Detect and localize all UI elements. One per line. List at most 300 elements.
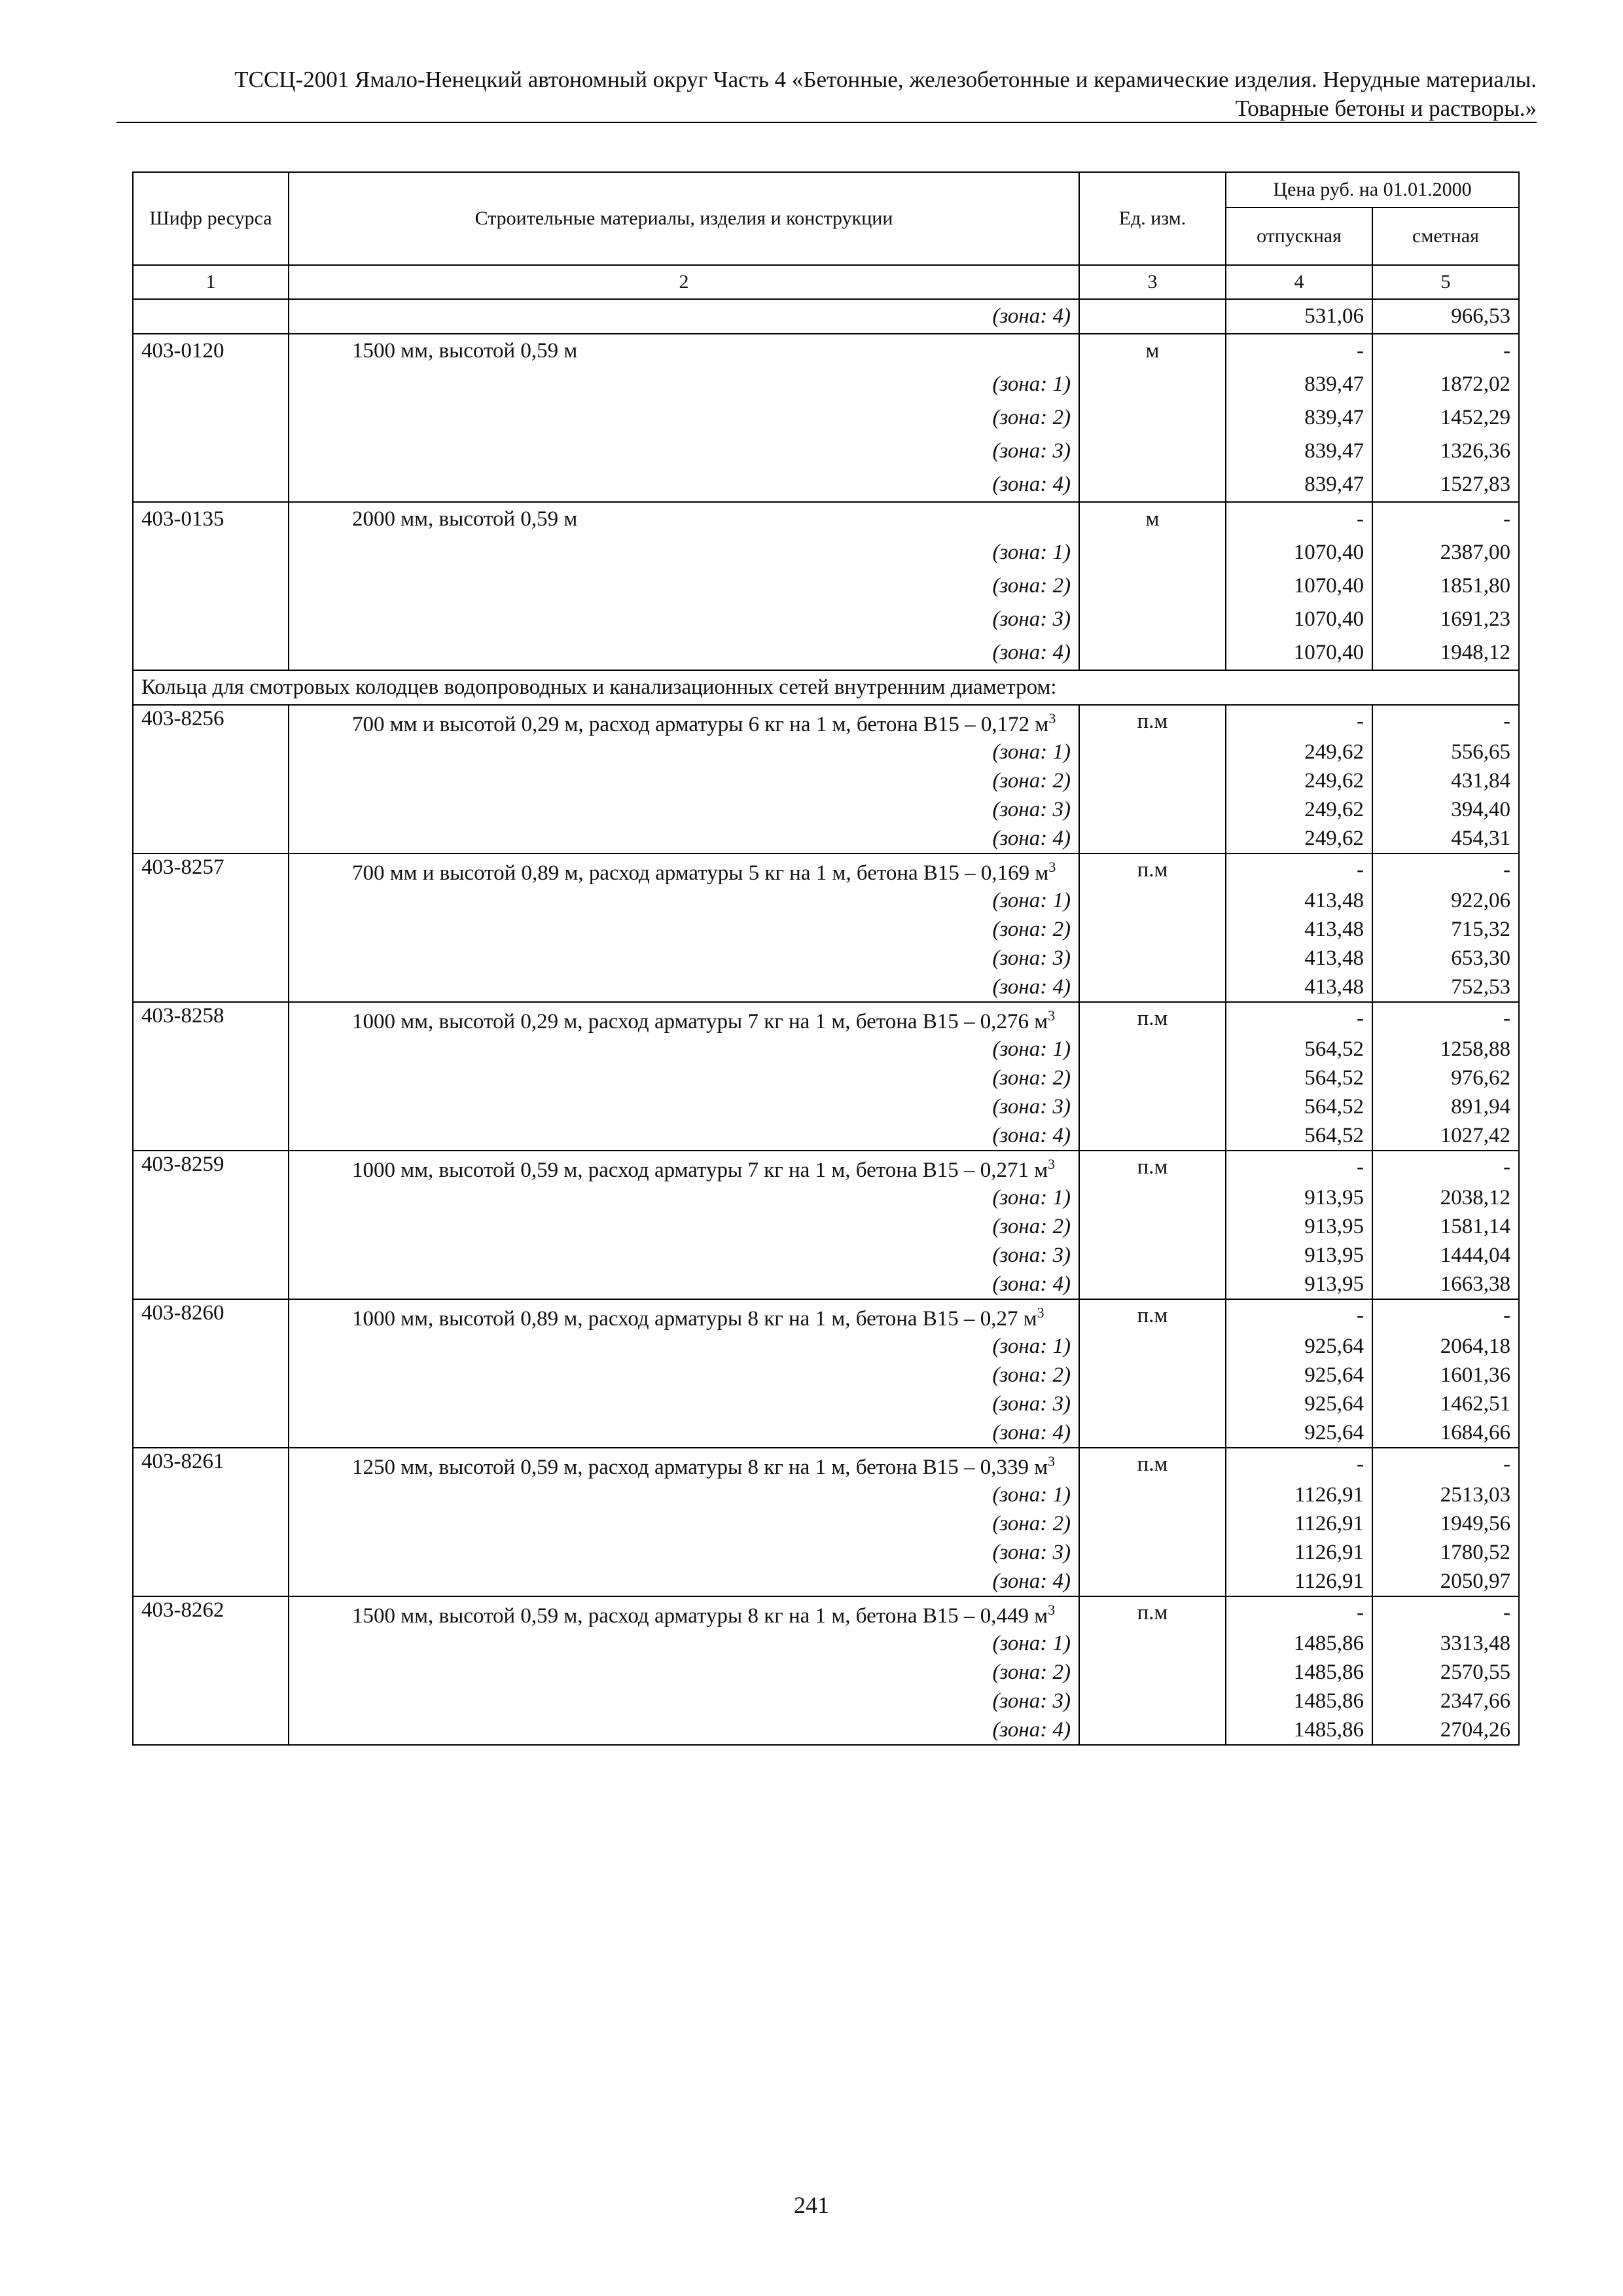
zone-label: (зона: 2)	[289, 915, 1079, 944]
zone-row	[133, 1212, 1519, 1241]
row-unit-cell	[1079, 1567, 1226, 1596]
table-row	[133, 299, 1519, 334]
zone-label: (зона: 2)	[289, 1658, 1079, 1687]
col-number-3: 3	[1079, 265, 1226, 299]
item-description-text: 1000 мм, высотой 0,29 м, расход арматуры 7 кг на 1 м, бетона В15 – 0,276 м	[352, 1010, 1048, 1033]
zone-row	[133, 738, 1519, 766]
unit-superscript: 3	[1048, 1602, 1056, 1618]
estimate-price: 1027,42	[1372, 1121, 1519, 1151]
release-price: 249,62	[1226, 824, 1372, 853]
zone-label: (зона: 4)	[289, 824, 1079, 853]
release-price: 564,52	[1226, 1121, 1372, 1151]
row-unit-cell	[1079, 886, 1226, 915]
release-price: -	[1226, 334, 1372, 368]
item-description	[289, 334, 1079, 368]
resource-code: 403-8259	[133, 1151, 289, 1183]
estimate-price: 556,65	[1372, 738, 1519, 766]
table-row	[133, 334, 1519, 368]
zone-label: (зона: 1)	[289, 536, 1079, 569]
table-row	[133, 705, 1519, 738]
row-code-cell	[133, 1035, 289, 1064]
estimate-price: -	[1372, 1596, 1519, 1629]
col-header-unit: Ед. изм.	[1079, 172, 1226, 265]
release-price: 1070,40	[1226, 636, 1372, 670]
zone-row	[133, 795, 1519, 824]
zone-label: (зона: 1)	[289, 1183, 1079, 1212]
unit-of-measure: п.м	[1079, 1151, 1226, 1183]
row-code-cell	[133, 1715, 289, 1745]
table-row	[133, 1596, 1519, 1629]
estimate-price: 1527,83	[1372, 468, 1519, 502]
col-header-release: отпускная	[1226, 207, 1372, 265]
row-code-cell	[133, 468, 289, 502]
zone-label: (зона: 1)	[289, 738, 1079, 766]
unit-of-measure: п.м	[1079, 1596, 1226, 1629]
price-table	[132, 171, 1520, 1746]
release-price: -	[1226, 1151, 1372, 1183]
row-unit-cell	[1079, 1241, 1226, 1270]
zone-row	[133, 1183, 1519, 1212]
release-price: 1070,40	[1226, 603, 1372, 636]
estimate-price: 2570,55	[1372, 1658, 1519, 1687]
zone-row	[133, 603, 1519, 636]
col-number-5: 5	[1372, 265, 1519, 299]
unit-of-measure: п.м	[1079, 1448, 1226, 1480]
zone-row	[133, 401, 1519, 435]
row-code-cell	[133, 944, 289, 973]
item-description	[289, 502, 1079, 536]
row-code-cell	[133, 299, 289, 334]
estimate-price: 3313,48	[1372, 1629, 1519, 1658]
row-code-cell	[133, 1361, 289, 1390]
running-header-line-2: Товарные бетоны и растворы.»	[1235, 96, 1537, 121]
row-code-cell	[133, 1687, 289, 1715]
release-price: 531,06	[1226, 299, 1372, 334]
estimate-price: -	[1372, 334, 1519, 368]
zone-row	[133, 1538, 1519, 1567]
estimate-price: 1601,36	[1372, 1361, 1519, 1390]
release-price: 925,64	[1226, 1361, 1372, 1390]
release-price: -	[1226, 853, 1372, 886]
zone-label: (зона: 3)	[289, 1538, 1079, 1567]
zone-label: (зона: 4)	[289, 1567, 1079, 1596]
row-unit-cell	[1079, 1212, 1226, 1241]
zone-row	[133, 536, 1519, 569]
resource-code: 403-8260	[133, 1299, 289, 1332]
row-unit-cell	[1079, 1035, 1226, 1064]
unit-of-measure: п.м	[1079, 705, 1226, 738]
estimate-price: 431,84	[1372, 766, 1519, 795]
row-code-cell	[133, 886, 289, 915]
release-price: 1070,40	[1226, 569, 1372, 603]
col-number-2: 2	[289, 265, 1079, 299]
release-price: 913,95	[1226, 1212, 1372, 1241]
row-code-cell	[133, 795, 289, 824]
release-price: -	[1226, 502, 1372, 536]
unit-superscript: 3	[1048, 859, 1056, 875]
item-description	[289, 1596, 1079, 1629]
release-price: 1485,86	[1226, 1715, 1372, 1745]
estimate-price: -	[1372, 853, 1519, 886]
unit-superscript: 3	[1048, 1156, 1056, 1172]
estimate-price: 1780,52	[1372, 1538, 1519, 1567]
zone-label: (зона: 4)	[289, 1270, 1079, 1299]
zone-row	[133, 973, 1519, 1002]
resource-code: 403-0120	[133, 334, 289, 368]
item-description-text: 700 мм и высотой 0,29 м, расход арматуры 6 кг на 1 м, бетона В15 – 0,172 м	[352, 713, 1049, 736]
zone-label: (зона: 2)	[289, 1509, 1079, 1538]
zone-row	[133, 1121, 1519, 1151]
zone-row	[133, 886, 1519, 915]
table-row	[133, 1151, 1519, 1183]
release-price: 1070,40	[1226, 536, 1372, 569]
col-number-1: 1	[133, 265, 289, 299]
estimate-price: -	[1372, 1448, 1519, 1480]
item-description	[289, 1299, 1079, 1332]
row-code-cell	[133, 1241, 289, 1270]
resource-code: 403-8256	[133, 705, 289, 738]
release-price: 249,62	[1226, 738, 1372, 766]
unit-superscript: 3	[1037, 1304, 1044, 1321]
zone-row	[133, 1715, 1519, 1745]
zone-label: (зона: 4)	[289, 1418, 1079, 1448]
row-code-cell	[133, 1509, 289, 1538]
release-price: 925,64	[1226, 1332, 1372, 1361]
row-unit-cell	[1079, 944, 1226, 973]
zone-label: (зона: 1)	[289, 886, 1079, 915]
zone-label: (зона: 4)	[289, 468, 1079, 502]
release-price: -	[1226, 1448, 1372, 1480]
estimate-price: -	[1372, 502, 1519, 536]
estimate-price: 2064,18	[1372, 1332, 1519, 1361]
row-code-cell	[133, 368, 289, 401]
release-price: 564,52	[1226, 1035, 1372, 1064]
release-price: 839,47	[1226, 368, 1372, 401]
estimate-price: 1258,88	[1372, 1035, 1519, 1064]
row-code-cell	[133, 738, 289, 766]
estimate-price: 1326,36	[1372, 435, 1519, 468]
row-unit-cell	[1079, 738, 1226, 766]
zone-label: (зона: 2)	[289, 1212, 1079, 1241]
estimate-price: -	[1372, 1151, 1519, 1183]
estimate-price: 752,53	[1372, 973, 1519, 1002]
estimate-price: 1462,51	[1372, 1390, 1519, 1418]
zone-row	[133, 1658, 1519, 1687]
row-unit-cell	[1079, 1658, 1226, 1687]
zone-label: (зона: 3)	[289, 1092, 1079, 1121]
item-description	[289, 1448, 1079, 1480]
section-header-row	[133, 670, 1519, 705]
estimate-price: 1948,12	[1372, 636, 1519, 670]
estimate-price: 1684,66	[1372, 1418, 1519, 1448]
estimate-price: 2704,26	[1372, 1715, 1519, 1745]
release-price: 1126,91	[1226, 1538, 1372, 1567]
release-price: 564,52	[1226, 1064, 1372, 1092]
item-description	[289, 1151, 1079, 1183]
release-price: -	[1226, 705, 1372, 738]
zone-label: (зона: 1)	[289, 1332, 1079, 1361]
unit-superscript: 3	[1048, 1453, 1056, 1469]
release-price: -	[1226, 1002, 1372, 1035]
release-price: -	[1226, 1596, 1372, 1629]
row-code-cell	[133, 1270, 289, 1299]
zone-row	[133, 1092, 1519, 1121]
zone-row	[133, 1361, 1519, 1390]
release-price: 1485,86	[1226, 1629, 1372, 1658]
row-unit-cell	[1079, 1183, 1226, 1212]
estimate-price: 1949,56	[1372, 1509, 1519, 1538]
resource-code: 403-8257	[133, 853, 289, 886]
row-unit-cell	[1079, 973, 1226, 1002]
item-description-text: 1000 мм, высотой 0,59 м, расход арматуры 7 кг на 1 м, бетона В15 – 0,271 м	[352, 1158, 1048, 1182]
zone-row	[133, 569, 1519, 603]
row-code-cell	[133, 1658, 289, 1687]
item-description-text: 1500 мм, высотой 0,59 м, расход арматуры 8 кг на 1 м, бетона В15 – 0,449 м	[352, 1604, 1048, 1628]
release-price: 913,95	[1226, 1270, 1372, 1299]
row-code-cell	[133, 636, 289, 670]
estimate-price: -	[1372, 1299, 1519, 1332]
zone-row	[133, 766, 1519, 795]
section-title: Кольца для смотровых колодцев водопроводных и канализационных сетей внутренним диаметром:	[133, 670, 1519, 705]
release-price: 249,62	[1226, 795, 1372, 824]
estimate-price: 976,62	[1372, 1064, 1519, 1092]
table-row	[133, 1002, 1519, 1035]
row-unit-cell	[1079, 766, 1226, 795]
row-unit-cell	[1079, 1418, 1226, 1448]
zone-label: (зона: 4)	[289, 299, 1079, 334]
row-code-cell	[133, 401, 289, 435]
zone-row	[133, 1241, 1519, 1270]
row-code-cell	[133, 1121, 289, 1151]
row-unit-cell	[1079, 1270, 1226, 1299]
zone-label: (зона: 3)	[289, 1687, 1079, 1715]
zone-label: (зона: 1)	[289, 1035, 1079, 1064]
row-unit-cell	[1079, 401, 1226, 435]
row-code-cell	[133, 435, 289, 468]
table-row	[133, 1448, 1519, 1480]
zone-label: (зона: 3)	[289, 795, 1079, 824]
estimate-price: 1452,29	[1372, 401, 1519, 435]
row-unit-cell	[1079, 299, 1226, 334]
page-number: 241	[794, 2192, 829, 2218]
row-unit-cell	[1079, 1715, 1226, 1745]
estimate-price: 922,06	[1372, 886, 1519, 915]
row-code-cell	[133, 1480, 289, 1509]
zone-label: (зона: 3)	[289, 603, 1079, 636]
estimate-price: 394,40	[1372, 795, 1519, 824]
col-header-name: Строительные материалы, изделия и конструкции	[289, 172, 1079, 265]
zone-row	[133, 1480, 1519, 1509]
estimate-price: -	[1372, 1002, 1519, 1035]
release-price: 1126,91	[1226, 1509, 1372, 1538]
zone-label: (зона: 3)	[289, 435, 1079, 468]
release-price: 413,48	[1226, 915, 1372, 944]
release-price: 1126,91	[1226, 1480, 1372, 1509]
zone-row	[133, 1687, 1519, 1715]
zone-row	[133, 1509, 1519, 1538]
row-code-cell	[133, 1538, 289, 1567]
row-unit-cell	[1079, 569, 1226, 603]
estimate-price: 454,31	[1372, 824, 1519, 853]
row-code-cell	[133, 1064, 289, 1092]
row-code-cell	[133, 1390, 289, 1418]
zone-row	[133, 468, 1519, 502]
estimate-price: 2387,00	[1372, 536, 1519, 569]
row-unit-cell	[1079, 1121, 1226, 1151]
estimate-price: 1581,14	[1372, 1212, 1519, 1241]
estimate-price: 1663,38	[1372, 1270, 1519, 1299]
row-unit-cell	[1079, 1538, 1226, 1567]
estimate-price: 1444,04	[1372, 1241, 1519, 1270]
resource-code: 403-8261	[133, 1448, 289, 1480]
estimate-price: 891,94	[1372, 1092, 1519, 1121]
running-header	[116, 65, 1537, 123]
table-body-top	[133, 299, 1519, 670]
row-unit-cell	[1079, 468, 1226, 502]
table-row	[133, 502, 1519, 536]
release-price: 839,47	[1226, 468, 1372, 502]
running-header-line-1: ТССЦ-2001 Ямало-Ненецкий автономный округ Часть 4 «Бетонные, железобетонные и керамические изделия. Нерудные материалы.	[234, 67, 1537, 92]
estimate-price: 1851,80	[1372, 569, 1519, 603]
row-code-cell	[133, 973, 289, 1002]
item-description	[289, 705, 1079, 738]
zone-row	[133, 368, 1519, 401]
item-description	[289, 1002, 1079, 1035]
zone-row	[133, 824, 1519, 853]
estimate-price: 966,53	[1372, 299, 1519, 334]
estimate-price: 1691,23	[1372, 603, 1519, 636]
unit-superscript: 3	[1048, 710, 1056, 726]
resource-code: 403-8262	[133, 1596, 289, 1629]
zone-label: (зона: 1)	[289, 1480, 1079, 1509]
release-price: 1485,86	[1226, 1687, 1372, 1715]
zone-label: (зона: 2)	[289, 1064, 1079, 1092]
release-price: 413,48	[1226, 886, 1372, 915]
item-description-text: 1250 мм, высотой 0,59 м, расход арматуры 8 кг на 1 м, бетона В15 – 0,339 м	[352, 1456, 1048, 1479]
row-unit-cell	[1079, 1064, 1226, 1092]
row-code-cell	[133, 569, 289, 603]
release-price: 1126,91	[1226, 1567, 1372, 1596]
row-code-cell	[133, 1567, 289, 1596]
row-code-cell	[133, 536, 289, 569]
unit-of-measure: м	[1079, 334, 1226, 368]
row-unit-cell	[1079, 1629, 1226, 1658]
estimate-price: 2347,66	[1372, 1687, 1519, 1715]
release-price: 925,64	[1226, 1390, 1372, 1418]
item-description-text: 700 мм и высотой 0,89 м, расход арматуры 5 кг на 1 м, бетона В15 – 0,169 м	[352, 861, 1049, 885]
row-unit-cell	[1079, 603, 1226, 636]
row-code-cell	[133, 915, 289, 944]
zone-label: (зона: 2)	[289, 569, 1079, 603]
zone-row	[133, 944, 1519, 973]
zone-label: (зона: 3)	[289, 1241, 1079, 1270]
row-unit-cell	[1079, 368, 1226, 401]
row-unit-cell	[1079, 536, 1226, 569]
row-code-cell	[133, 1629, 289, 1658]
table-body-bottom	[133, 705, 1519, 1745]
item-description-text: 2000 мм, высотой 0,59 м	[352, 507, 578, 531]
row-unit-cell	[1079, 636, 1226, 670]
zone-label: (зона: 4)	[289, 1715, 1079, 1745]
zone-row	[133, 1418, 1519, 1448]
col-header-estimate: сметная	[1372, 207, 1519, 265]
row-unit-cell	[1079, 1509, 1226, 1538]
release-price: 913,95	[1226, 1183, 1372, 1212]
unit-of-measure: п.м	[1079, 1299, 1226, 1332]
release-price: 249,62	[1226, 766, 1372, 795]
resource-code: 403-8258	[133, 1002, 289, 1035]
zone-label: (зона: 3)	[289, 944, 1079, 973]
row-code-cell	[133, 1212, 289, 1241]
estimate-price: 2050,97	[1372, 1567, 1519, 1596]
resource-code: 403-0135	[133, 502, 289, 536]
zone-label: (зона: 4)	[289, 973, 1079, 1002]
col-header-price-group: Цена руб. на 01.01.2000	[1226, 172, 1519, 207]
release-price: 925,64	[1226, 1418, 1372, 1448]
estimate-price: 715,32	[1372, 915, 1519, 944]
row-code-cell	[133, 1332, 289, 1361]
release-price: 839,47	[1226, 401, 1372, 435]
zone-row	[133, 435, 1519, 468]
row-unit-cell	[1079, 795, 1226, 824]
zone-row	[133, 1270, 1519, 1299]
zone-label: (зона: 4)	[289, 1121, 1079, 1151]
zone-row	[133, 1629, 1519, 1658]
zone-label: (зона: 4)	[289, 636, 1079, 670]
estimate-price: 2038,12	[1372, 1183, 1519, 1212]
item-description-text: 1500 мм, высотой 0,59 м	[352, 339, 578, 363]
unit-superscript: 3	[1048, 1007, 1056, 1024]
zone-row	[133, 1567, 1519, 1596]
zone-label: (зона: 2)	[289, 766, 1079, 795]
row-unit-cell	[1079, 1332, 1226, 1361]
section-row-group	[133, 670, 1519, 705]
zone-row	[133, 1390, 1519, 1418]
zone-label: (зона: 1)	[289, 368, 1079, 401]
row-code-cell	[133, 766, 289, 795]
zone-label: (зона: 3)	[289, 1390, 1079, 1418]
row-code-cell	[133, 603, 289, 636]
estimate-price: -	[1372, 705, 1519, 738]
release-price: 839,47	[1226, 435, 1372, 468]
release-price: 564,52	[1226, 1092, 1372, 1121]
row-unit-cell	[1079, 1361, 1226, 1390]
table-header	[133, 172, 1519, 299]
estimate-price: 2513,03	[1372, 1480, 1519, 1509]
row-unit-cell	[1079, 1480, 1226, 1509]
zone-row	[133, 1332, 1519, 1361]
release-price: 413,48	[1226, 973, 1372, 1002]
release-price: 413,48	[1226, 944, 1372, 973]
zone-row	[133, 636, 1519, 670]
release-price: 913,95	[1226, 1241, 1372, 1270]
table-row	[133, 1299, 1519, 1332]
zone-row	[133, 1035, 1519, 1064]
unit-of-measure: м	[1079, 502, 1226, 536]
release-price: 1485,86	[1226, 1658, 1372, 1687]
estimate-price: 1872,02	[1372, 368, 1519, 401]
zone-label: (зона: 2)	[289, 401, 1079, 435]
row-unit-cell	[1079, 435, 1226, 468]
row-unit-cell	[1079, 1687, 1226, 1715]
unit-of-measure: п.м	[1079, 853, 1226, 886]
row-unit-cell	[1079, 824, 1226, 853]
row-code-cell	[133, 824, 289, 853]
col-header-code: Шифр ресурса	[133, 172, 289, 265]
table-row	[133, 853, 1519, 886]
col-number-4: 4	[1226, 265, 1372, 299]
row-code-cell	[133, 1183, 289, 1212]
